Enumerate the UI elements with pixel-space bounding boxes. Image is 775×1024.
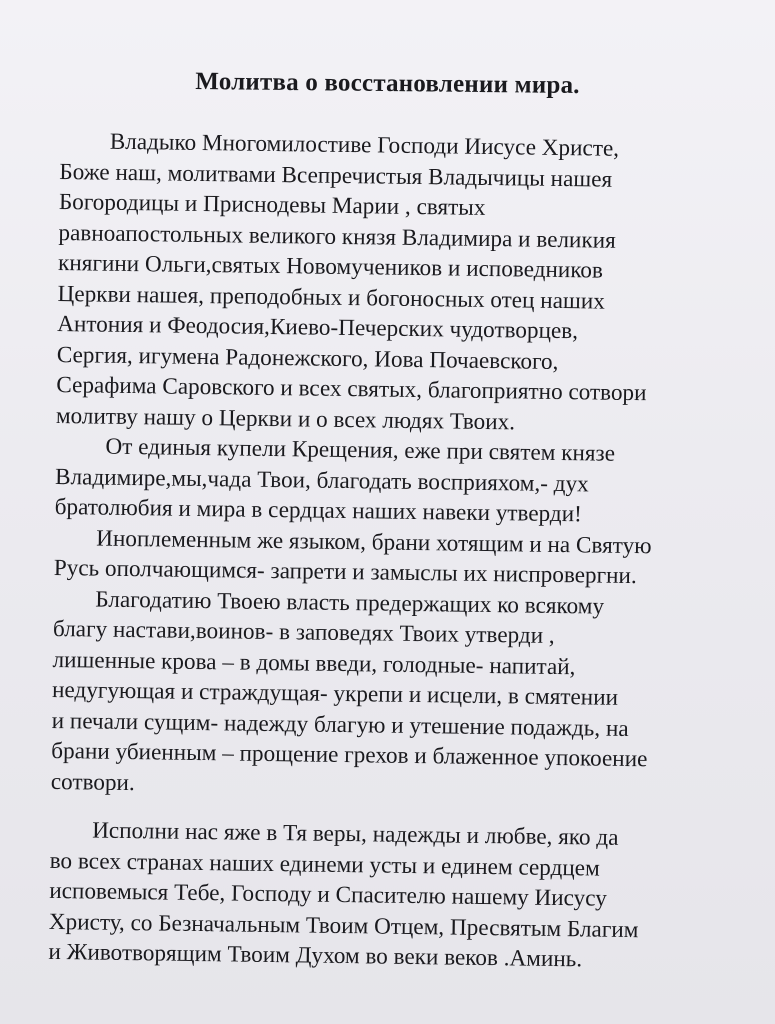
document-title: Молитва о восстановлении мира. (195, 67, 580, 100)
text-line: Церкви нашея, преподобных и богоносных отец наших (57, 280, 606, 315)
text-line: во всех странах наших единеми усты и единем сердцем (49, 847, 600, 882)
text-line: недугующая и страждущая- укрепи и исцели, в смятении (51, 676, 619, 711)
text-line: брани убиенным – прощение грехов и блаженное упокоение (51, 737, 648, 773)
text-line: братолюбия и мира в сердцах наших навеки утверди! (54, 493, 583, 528)
text-line: благу настави,воинов- в заповедях Твоих утверди , (52, 615, 555, 649)
text-line: Боже наш, молитвами Всепречистыя Владычицы нашея (59, 158, 613, 193)
text-line: Владыко Многомилостиве Господи Иисусе Христе, (109, 128, 620, 162)
text-line: От единыя купели Крещения, еже при святем князе (105, 433, 616, 467)
text-line: равноапостольных великого князя Владимира и великия (58, 219, 616, 254)
text-line: лишенные крова – в домы введи, голодные- напитай, (52, 646, 576, 680)
text-line: Богородицы и Приснодевы Марии , святых (58, 188, 486, 221)
prayer-text (48, 126, 760, 977)
text-line: Благодатию Твоею власть предержащих ко всякому (95, 586, 605, 620)
text-line: Христу, со Безначальным Твоим Отцем, Пресвятым Благим (48, 908, 639, 943)
text-line: и Животворящим Твоим Духом во веки веков .Аминь. (48, 938, 583, 973)
text-line: княгини Ольги,святых Новомучеников и исповедников (57, 249, 604, 284)
text-line: Сергия, игумена Радонежского, Иова Почаевского, (56, 341, 559, 375)
text-line: Русь ополчающимся- запрети и замыслы их ниспровергни. (53, 554, 637, 590)
text-line: молитву нашу о Церкви и о всех людях Твоих. (55, 402, 516, 435)
text-line: Иноплеменным же языком, брани хотящим и на Святую (96, 525, 652, 559)
text-line: Антония и Феодосия,Киево-Печерских чудотворцев, (57, 310, 579, 345)
text-line: исповемыся Тебе, Господу и Спасителю нашему Иисусу (49, 877, 607, 912)
text-line: Исполни нас яже в Тя веры, надежды и любве, яко да (91, 817, 619, 851)
text-line: Серафима Саровского и всех святых, благоприятно сотвори (56, 371, 647, 407)
text-line: сотвори. (50, 768, 135, 796)
text-line: Владимире,мы,чада Твои, благодать восприяхом,- дух (54, 463, 589, 497)
text-line: и печали сущим- надежду благую и утешение подаждь, на (51, 707, 629, 742)
